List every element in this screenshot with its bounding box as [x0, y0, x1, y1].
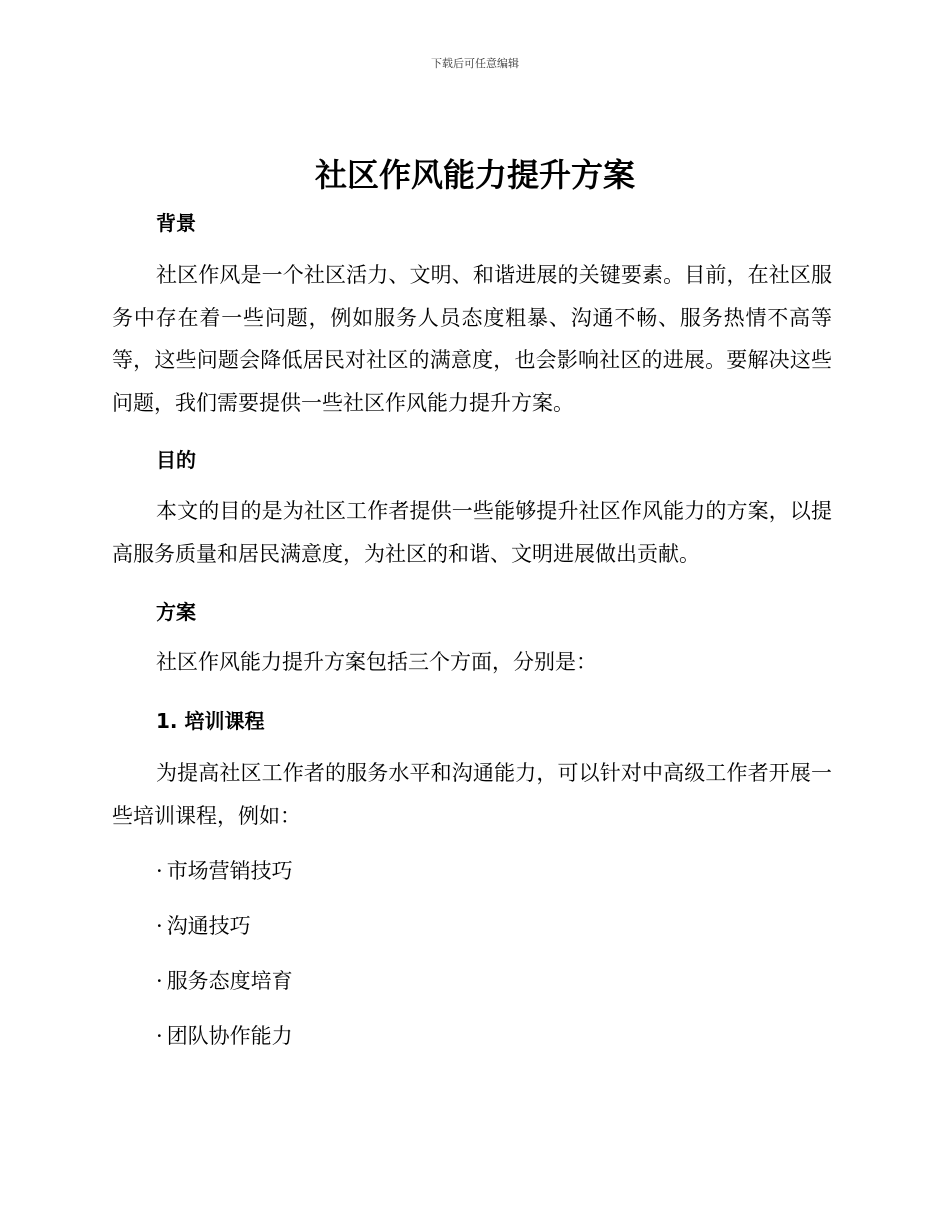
- training-paragraph: 为提高社区工作者的服务水平和沟通能力，可以针对中高级工作者开展一些培训课程，例如：: [112, 761, 832, 828]
- plan-intro-paragraph: 社区作风能力提升方案包括三个方面，分别是：: [156, 650, 597, 674]
- list-item-text: 服务态度培育: [166, 969, 293, 993]
- bullet-dot-icon: ·: [156, 859, 163, 883]
- section-heading-purpose: 目的: [156, 448, 196, 472]
- list-item: [156, 965, 293, 995]
- section-heading-plan: 方案: [156, 600, 196, 624]
- list-item-text: 沟通技巧: [166, 914, 251, 938]
- list-item: [156, 855, 293, 885]
- bullet-dot-icon: ·: [156, 969, 163, 993]
- section-heading-background: 背景: [156, 211, 196, 235]
- document-title: 社区作风能力提升方案: [314, 156, 635, 194]
- list-item-text: 团队协作能力: [166, 1024, 293, 1048]
- list-item-text: 市场营销技巧: [166, 859, 293, 883]
- section-heading-training: 1. 培训课程: [156, 709, 265, 733]
- bullet-dot-icon: ·: [156, 1024, 163, 1048]
- list-item: [156, 910, 251, 940]
- purpose-paragraph: 本文的目的是为社区工作者提供一些能够提升社区作风能力的方案，以提高服务质量和居民满意度，为社区的和谐、文明进展做出贡献。: [112, 499, 832, 566]
- bullet-dot-icon: ·: [156, 914, 163, 938]
- background-paragraph: 社区作风是一个社区活力、文明、和谐进展的关键要素。目前，在社区服务中存在着一些问题，例如服务人员态度粗暴、沟通不畅、服务热情不高等等，这些问题会降低居民对社区的满意度，也会影响社区的进展。要解决这些问题，我们需要提供一些社区作风能力提升方案。: [112, 263, 832, 415]
- list-item: [156, 1020, 293, 1050]
- page-header-note: 下载后可任意编辑: [431, 57, 519, 70]
